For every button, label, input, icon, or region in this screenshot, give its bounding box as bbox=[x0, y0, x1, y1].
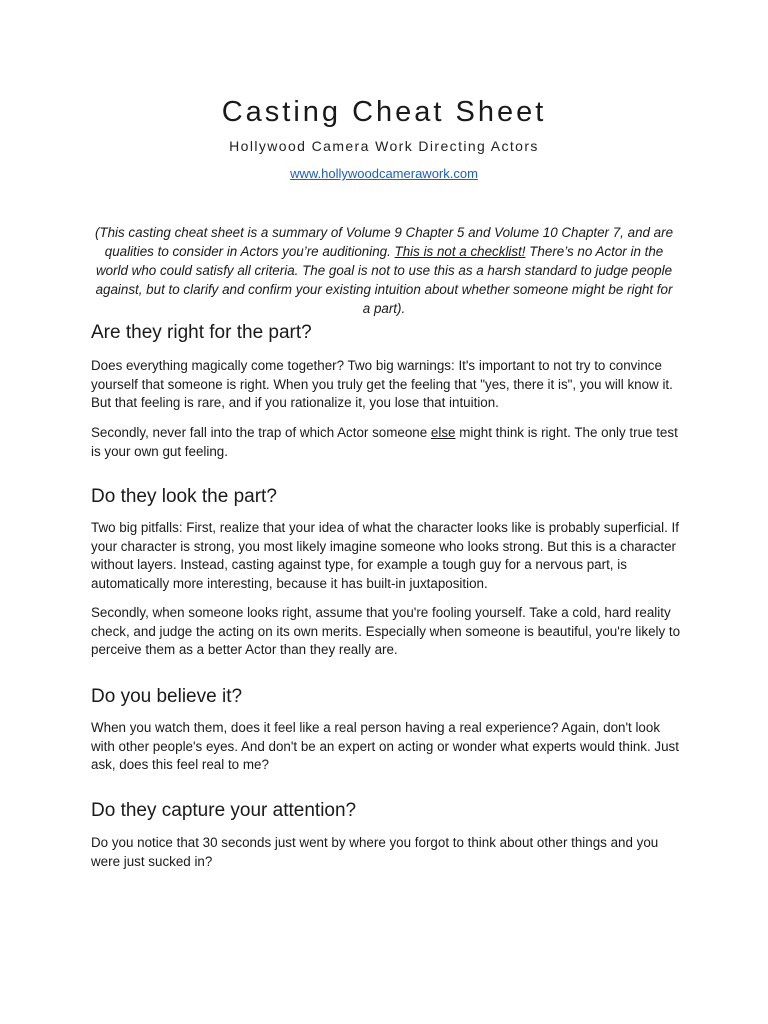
section-look-the-part-paragraph-1: Two big pitfalls: First, realize that your idea of what the character looks like is probably superficial. If your character is strong, you most likely imagine someone who looks strong. But this is a character without layers. Instead, casting against type, for example a tough guy for a nervous part, is automatically more interesting, because it has built-in juxtaposition. bbox=[91, 520, 679, 591]
intro-text-end: There’s no Actor in the world who could satisfy all criteria. The goal is not to use this as a harsh standard to judge people against, but to clarify and confirm your existing intuition about whether someone might be right for a part). bbox=[95, 244, 673, 316]
intro-paragraph bbox=[90, 223, 678, 318]
paragraph-text-end: might think is right. The only true test is your own gut feeling. bbox=[91, 425, 678, 459]
website-link[interactable]: www.hollywoodcamerawork.com bbox=[290, 166, 478, 181]
section-look-the-part-paragraph-2: Secondly, when someone looks right, assume that you're fooling yourself. Take a cold, hard reality check, and judge the acting on its own merits. Especially when someone is beautiful, you're likely to perceive them as a better Actor than they really are. bbox=[91, 605, 681, 658]
page-subtitle: Hollywood Camera Work Directing Actors bbox=[229, 138, 539, 154]
section-heading-capture-attention: Do they capture your attention? bbox=[91, 800, 357, 821]
section-right-for-part-paragraph-1: Does everything magically come together? Two big warnings: It's important to not try to convince yourself that someone is right. When you truly get the feeling that "yes, there it is", you will know it. But that feeling is rare, and if you rationalize it, you lose that intuition. bbox=[91, 358, 673, 411]
section-heading-look-the-part: Do they look the part? bbox=[91, 486, 277, 507]
section-believe-it-paragraph-1: When you watch them, does it feel like a real person having a real experience? Again, don't look with other people's eyes. And don't be an expert on acting or wonder what experts would think. Just ask, does this feel real to me? bbox=[91, 720, 679, 773]
section-heading-believe-it: Do you believe it? bbox=[91, 686, 243, 707]
section-right-for-part-paragraph-2 bbox=[91, 424, 681, 461]
intro-underlined-warning: This is not a checklist! bbox=[394, 244, 526, 259]
intro-text-start: (This casting cheat sheet is a summary of Volume 9 Chapter 5 and Volume 10 Chapter 7, and are qualities to consider in Actors you’re auditioning. bbox=[94, 225, 674, 259]
section-capture-attention-paragraph-1: Do you notice that 30 seconds just went by where you forgot to think about other things and you were just sucked in? bbox=[91, 835, 659, 869]
paragraph-text-start: Secondly, never fall into the trap of which Actor someone bbox=[91, 425, 431, 440]
underlined-word: else bbox=[430, 425, 456, 440]
section-heading-right-for-part: Are they right for the part? bbox=[91, 322, 312, 343]
website-link-line bbox=[0, 166, 768, 181]
page-title: Casting Cheat Sheet bbox=[221, 96, 547, 128]
